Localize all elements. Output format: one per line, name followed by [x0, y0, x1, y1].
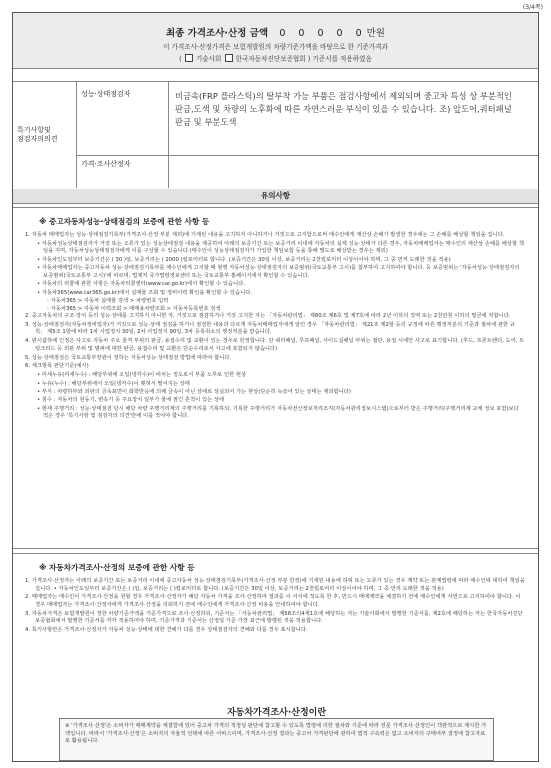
option-technician-society: 기술사회 [195, 55, 222, 63]
checkbox-diagnosis-association[interactable] [225, 54, 233, 62]
section2-title: ※ 자동차가격조사·산정의 보증에 관한 사항 등 [39, 563, 195, 572]
note-1-sub: • 자동차매매업자는 중고자동차 성능·상태점검기록부를 매수인에게 고지할 때 현행 자동차성능·상태점검자의 보증범위(국토교통부 고시)를 첨부하여 고지하여야 합니다. 등 보증범위는 '자동차성능·상태점검자의 보증범위(국토교통부 고시)'에 따르며, 법제처 국가법령정보센터 또는 국토교통부 홈페이지에서 확인할 수 있습니다. [37, 265, 520, 279]
column-divider [168, 82, 169, 188]
note-1: 1. 자동차 매매업자는 성능·상태점검기록부(가격조사·산정 부분 제외)에 기재된 내용을 고지하지 아니하거나 거짓으로 고지함으로써 매수인에게 재산상 손해가 발생한 경우에는 그 손해를 배상할 책임을 집니다. [25, 232, 505, 238]
special-remarks-label-text: 특기사항및 점검자의의견 [17, 125, 58, 143]
note-6: 6. 체크항목 판단기준(예시) [25, 363, 89, 370]
definition-title: 자동차가격조사·산정이란 [226, 708, 327, 718]
note-1-sub2: - 자동차365 > 자동차 실매물 검색 > 차량번호 입력 [47, 297, 169, 304]
definition-text: ※ '가격조사·산정'은 소비자가 매매계약을 체결함에 있어 중고차 가격의 적정성 판단에 참고할 수 있도록 법령에 의한 절차와 기준에 따라 전문 가격조사·산정인이 객관적으로 제시한 가액입니다. 따라서 '가격조사·산정'은 소비자의 자율적 선택에 따른 서비스이며, 가격조사·산정 결과는 중고차 가격판단에 관하여 법적 구속력은 없고 소비자의 구매여부 결정에 참고자료로 활용됩니다. [65, 723, 487, 745]
price-description: 이 가격조사·산정가격은 보험개발원의 차량기준가액을 바탕으로 한 기준가격과 [163, 43, 388, 51]
note-6-sub: • 침수 : 자동차의 원동기, 변속기 등 주요장치 일부가 물에 잠긴 흔적이 있는 상태 [37, 397, 225, 404]
price-digits: 0 0 0 0 0 [279, 28, 367, 39]
section2-notes [25, 578, 525, 636]
performance-warranty-section [13, 207, 538, 549]
price-unit: 만원 [366, 28, 385, 39]
price-note-4: 4. 특기사항란은 가격조사·산정자가 자동차 성능·상태에 대한 견해가 다를 경우 상태점검자의 견해와 다를 경우 표시합니다. [25, 627, 308, 634]
note-1-sub: • 자동차인도일부터 보증기간은 ( 30 )일, 보증거리는 ( 2000 )킬로미터로 합니다. (보증기간은 30일 이상, 보증거리는 2천킬로미터 이상이어야 하며, 그 중 먼저 도래한 것을 적용) [37, 256, 451, 263]
section1-notes [25, 232, 525, 422]
price-note-2: 2. 매매업자는 매수인이 가격조사·산정을 원할 경우 가격조사·산정자가 해당 자동차 가격을 조사·산정하여 결과를 이 서식에 적도록 한 후, 반드시 매매계약을 체결하기 전에 매수인에게 서면으로 고지하여야 합니다. 이 경우 매매업자는 가격조사·산정자에게 가격조사·산정을 의뢰하기 전에 매수인에게 가격조사·산정 비용을 안내하여야 합니다. [25, 594, 521, 608]
basis-prefix: ( [179, 55, 182, 63]
price-note-3: 3. 자동차가격은 보험개발원이 정한 차량기준가액을 기준가격으로 조사·산정하되, 기준서는 「자동차관리법」 제58조의4제1호에 해당하는 자는 기술사회에서 발행한 기준서를, 제2호에 해당하는 자는 한국자동차진단보증협회에서 발행한 기준서를 각각 적용하여야 하며, 기준가격과 기준서는 산정일 기준 가장 최근에 발행된 것을 적용합니다. [25, 610, 523, 625]
basis-suffix: ) 기준서를 적용하였음 [307, 55, 372, 63]
note-1-sub2: - 자동차365 > 자동차 이력조회 > 매매용차량조회 > 자동차등록번호 검색 [47, 305, 221, 312]
special-remarks-label [13, 82, 77, 188]
note-1-sub: • 자동차의 리콜에 관한 사항은 자동차리콜센터(www.car.go.kr)에서 확인할 수 있습니다. [37, 281, 245, 288]
note-1-sub: • 자동차성능상태점검자가 거짓 또는 오류가 있는 성능상태점검 내용을 제공하여 아래의 보증기간 또는 보증거리 이내에 자동차의 실제 성능·상태가 다른 경우, 자동차매매업자는 매수인의 재산상 손해를 배상할 책임을 지며, 자동차성능상태점검자에게 이를 구상할 수 있습니다.(매수인이 성능상태점검자가 가입한 책임보험 등을 통해 별도로 배상받는 경우는 제외) [37, 240, 524, 255]
note-6-sub: • 부식 : 차량하부와 외판의 금속표면이 화학반응에 의해 금속이 아닌 상태로 상실되어 가는 현상(단순히 녹슬어 있는 상태는 제외합니다) [37, 388, 351, 395]
special-remarks-table [13, 81, 538, 191]
notice-header: 유의사항 [13, 189, 538, 204]
note-6-sub: • 미세누유(미세누수) : 해당부위에 오일(냉각수)이 비치는 정도로서 부품 노후로 인한 현상 [37, 372, 247, 379]
note-6-sub: • 누유(누수) : 해당부위에서 오일(냉각수)이 맺혀서 떨어지는 상태 [37, 380, 190, 387]
note-2: 2. 중고자동차의 구조·장치 등의 성능·상태를 고지하지 아니한 자, 거짓으로 점검하거나 거짓 고지한 자는 「자동차관리법」 제80조 제6호 및 제7호에 따라 2년 이하의 징역 또는 2천만원 이하의 벌금에 처합니다. [25, 313, 511, 320]
note-5: 5. 성능·상태점검은 국토교통부장관이 정하는 자동차성능·상태점검 방법에 따라야 합니다. [25, 354, 232, 361]
row-divider [77, 155, 538, 156]
final-price-section [13, 13, 538, 69]
price-basis-line [13, 53, 538, 63]
inspector-label: 성능·상태점검자 [81, 90, 131, 98]
checkbox-technician-society[interactable] [185, 54, 193, 62]
final-price-label: 최종 가격조사·산정 금액 [166, 28, 268, 39]
price-warranty-section [13, 553, 538, 719]
price-assessor-label: 가격·조사산정자 [81, 160, 131, 168]
note-6-sub: • 현재 주행거리 : 성능·상태점검 당시 해당 차량 주행거리계의 주행거리를 기록하되, 기록한 주행거리가 자동차전산정보처리조직(자동차관리정보시스템)으로부터 받은 주행거리(주행거리계 교체 정보 포함)보다 적은 경우 '특기사항 및 점검자의 의견'란에 이를 적어야 합니다. [37, 405, 519, 420]
note-3: 3. 성능·상태점검자(자동차정비업자)가 거짓으로 성능·상태 점검을 하거나 점검한 내용과 다르게 자동차매매업자에게 알린 경우 「자동차관리법」 제21조 제2항 등의 규정에 따른 행정처분의 기준과 절차에 관한 규칙」 제5조 1항에 따라 1차 사업정지 30일, 2차 사업정지 90일, 3차 등록취소의 행정처분을 받습니다. [25, 321, 515, 336]
final-price-title [13, 25, 538, 39]
page-number: (3/4쪽) [522, 4, 543, 11]
inspector-opinion-text: 비금속(FRP 플라스틱)의 탈부착 가능 부품은 점검사항에서 제외되며 중고차 특성 상 부분적인 판금,도색 및 차량의 노후화에 따른 자연스러운 부식이 있을 수 있습니다. 조) 앞도어,쿼터패널 판금 및 부분도색 [175, 91, 512, 127]
price-definition-box [59, 708, 494, 761]
section1-title: ※ 중고자동차성능·상태점검의 보증에 관한 사항 등 [39, 217, 210, 226]
price-note-1: 1. 가격조사·산정자는 아래의 보증기간 또는 보증거리 이내에 중고자동차 성능·상태점검기록부(가격조사·산정 부분 한정)에 기재된 내용에 허위 또는 오류가 있는 경우 계약 또는 관계법령에 따라 매수인에 대하여 책임을 집니다. • 자동차인도일부터 보증기간은 ( )일, 보증거리는 ( )킬로미터로 합니다. (보증기간은 30일 이상, 보증거리는 2천킬로미터 이상이어야 하며, 그 중 먼저 도래한 것을 적용) [25, 578, 525, 592]
option-diagnosis-association: 한국자동차진단보증협회 [235, 55, 306, 63]
note-4: 4. 판시값하에 인정은 사고로 자동차 주요 골격 부위의 판금, 용접수리 및 교환이 있는 경우로 한정합니다. 단 쿼터패널, 루프패널, 사이드실패널 부위는 절단, 용접 시에만 사고로 표기합니다. (후드, 프론트펜더, 도어, 트렁크리드 등 외판 부위 및 범퍼에 대한 판금, 용접수리 및 교환은 단순수리로서 사고에 포함되지 않습니다) [25, 338, 525, 352]
inspection-form-page [12, 12, 539, 762]
note-1-sub: • 자동차365(www.car365.go.kr)에서 실매물 조회 및 정비이력 확인을 확인할 수 있습니다. [37, 289, 253, 296]
